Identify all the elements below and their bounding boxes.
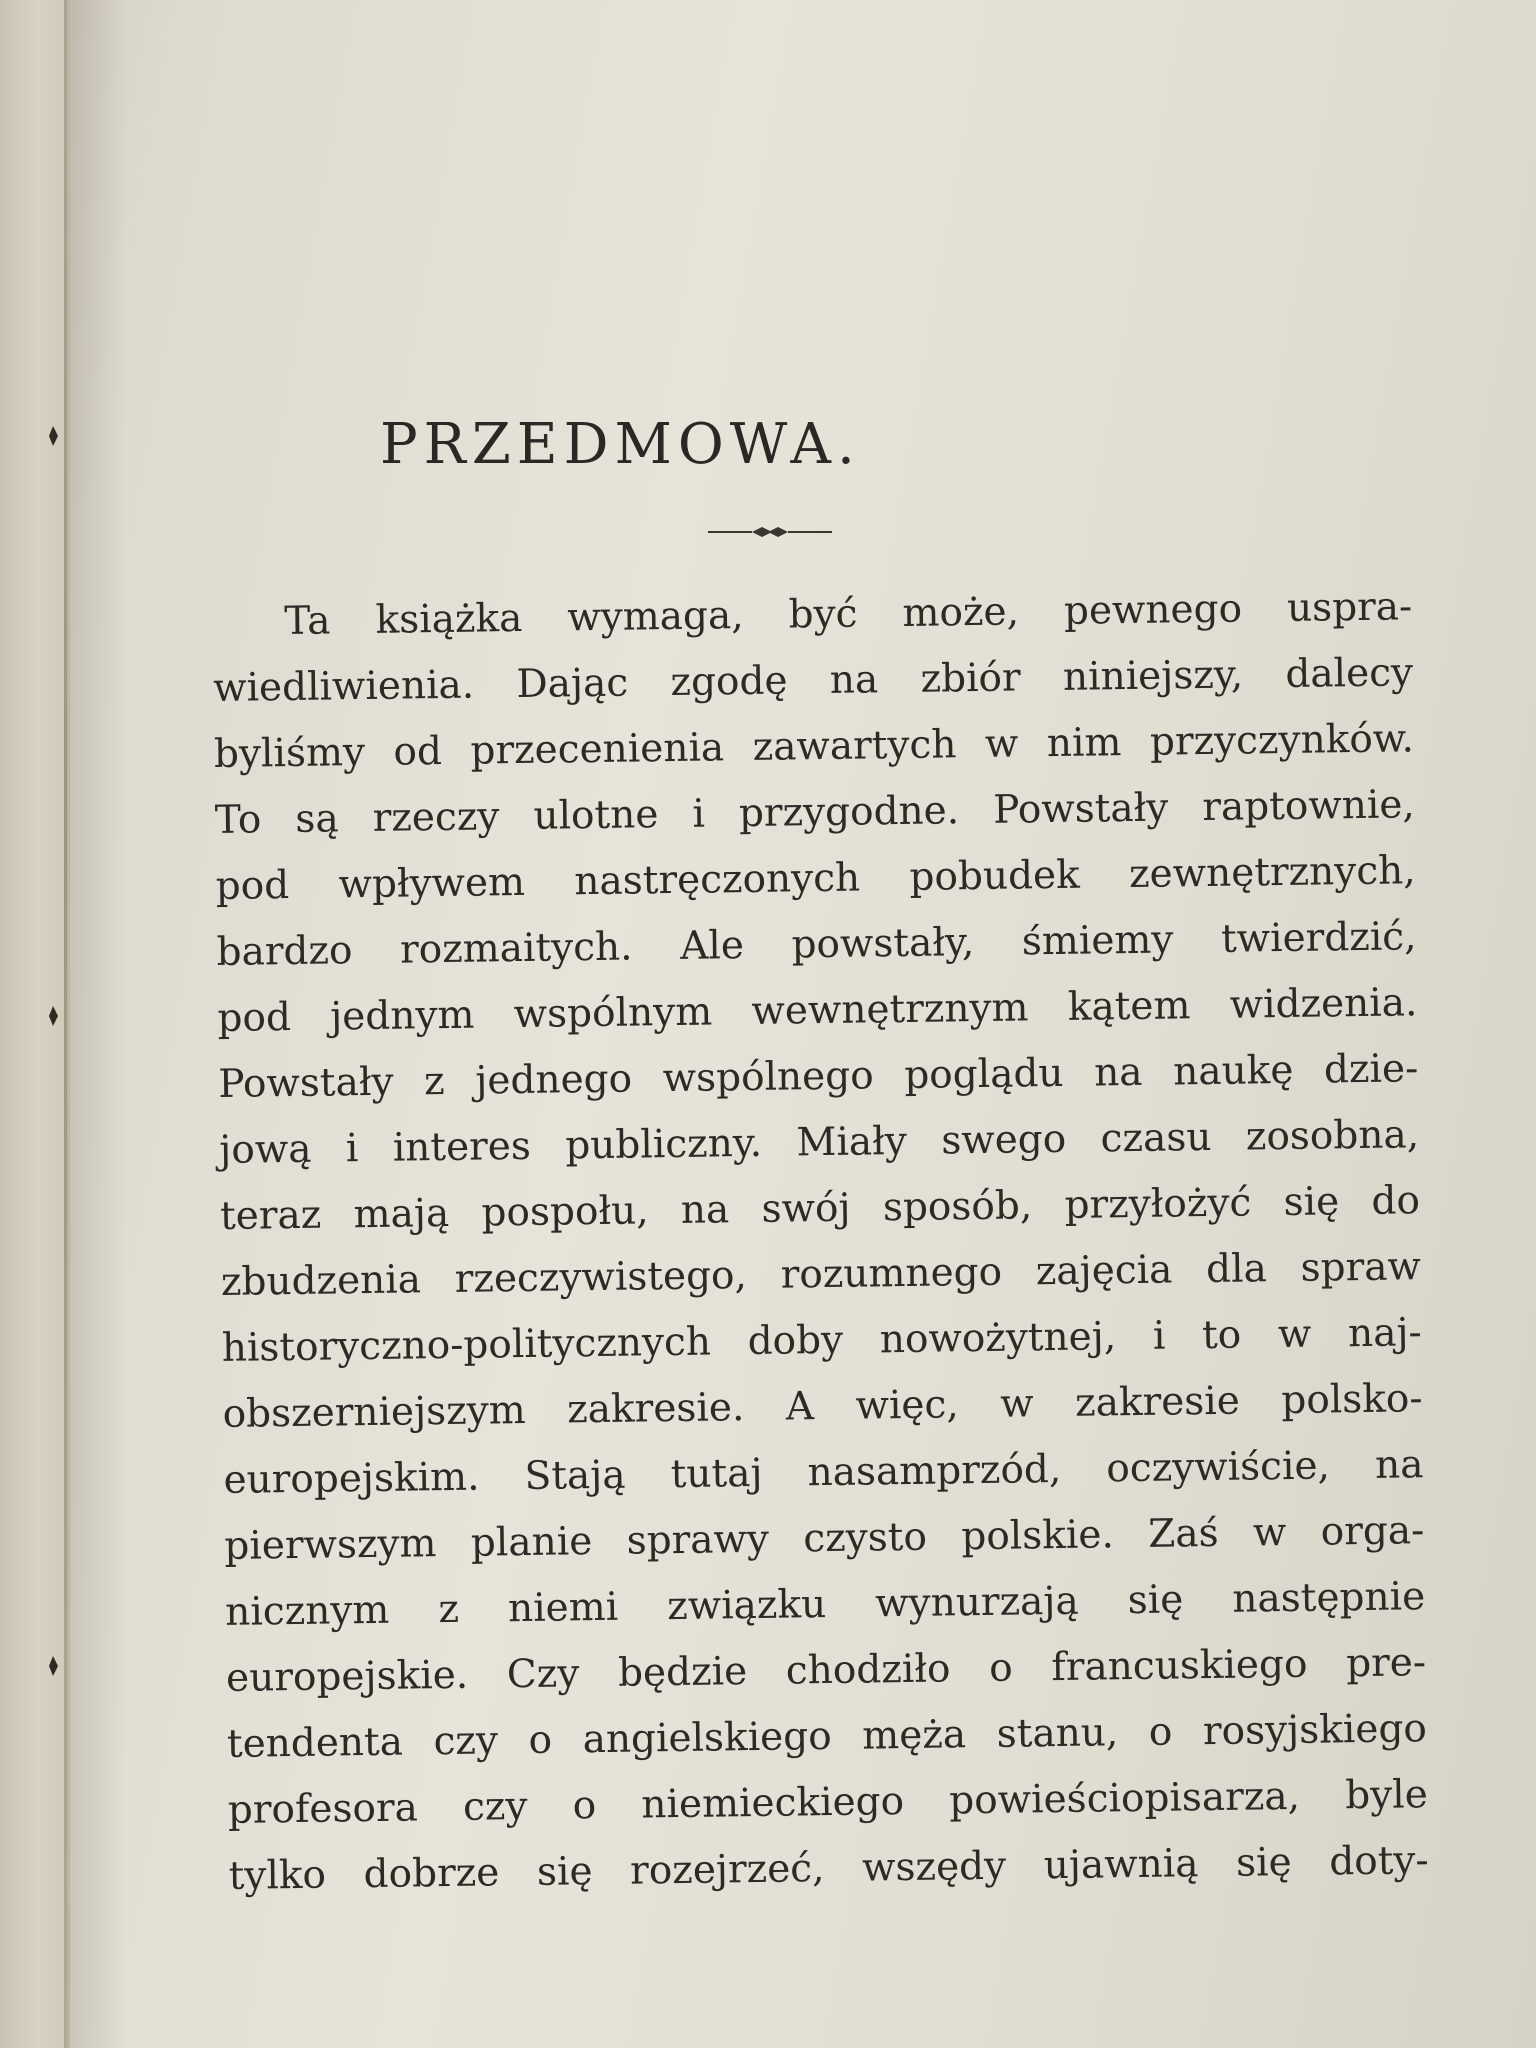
text-line: pod jednym wspólnym wewnętrznym kątem widzenia. [217, 980, 1418, 1041]
text-line: bardzo rozmaitych. Ale powstały, śmiemy twierdzić, [216, 914, 1417, 975]
binding-stitch-icon [46, 1655, 60, 1677]
preface-paragraph [212, 584, 1429, 1899]
text-line: nicznym z niemi związku wynurzają się następnie [224, 1574, 1426, 1635]
binding-stitch-icon [46, 1005, 60, 1027]
chapter-heading: PRZEDMOWA. [380, 412, 861, 477]
text-line: Powstały z jednego wspólnego poglądu na naukę dzie- [218, 1046, 1419, 1107]
text-line: wiedliwienia. Dając zgodę na zbiór niniejszy, dalecy [212, 650, 1414, 711]
text-line: pierwszym planie sprawy czysto polskie. Zaś w orga- [224, 1508, 1425, 1569]
text-line: zbudzenia rzeczywistego, rozumnego zajęcia dla spraw [220, 1244, 1422, 1305]
binding-stitch-icon [46, 425, 60, 447]
text-line: teraz mają pospołu, na swój sposób, przyłożyć się do [219, 1178, 1421, 1239]
text-line: pod wpływem nastręczonych pobudek zewnętrznych, [215, 848, 1416, 909]
text-line: byliśmy od przecenienia zawartych w nim przyczynków. [213, 716, 1415, 777]
text-line: tendenta czy o angielskiego męża stanu, o rosyjskiego [226, 1706, 1428, 1767]
text-line: Ta książka wymaga, być może, pewnego uspra- [283, 584, 1413, 645]
ornamental-divider-icon [706, 520, 834, 544]
text-line: tylko dobrze się rozejrzeć, wszędy ujawnią się doty- [228, 1838, 1429, 1899]
gutter-shadow [67, 0, 127, 2048]
text-line: europejskim. Stają tutaj nasamprzód, oczywiście, na [223, 1442, 1424, 1503]
text-line: europejskie. Czy będzie chodziło o francuskiego pre- [225, 1640, 1427, 1701]
text-line: profesora czy o niemieckiego powieściopisarza, byle [227, 1772, 1429, 1833]
text-line: jową i interes publiczny. Miały swego czasu zosobna, [218, 1112, 1420, 1173]
text-line: To są rzeczy ulotne i przygodne. Powstały raptownie, [214, 782, 1416, 843]
text-line: obszerniejszym zakresie. A więc, w zakresie polsko- [222, 1376, 1423, 1437]
text-line: historyczno-politycznych doby nowożytnej, i to w naj- [221, 1310, 1422, 1371]
